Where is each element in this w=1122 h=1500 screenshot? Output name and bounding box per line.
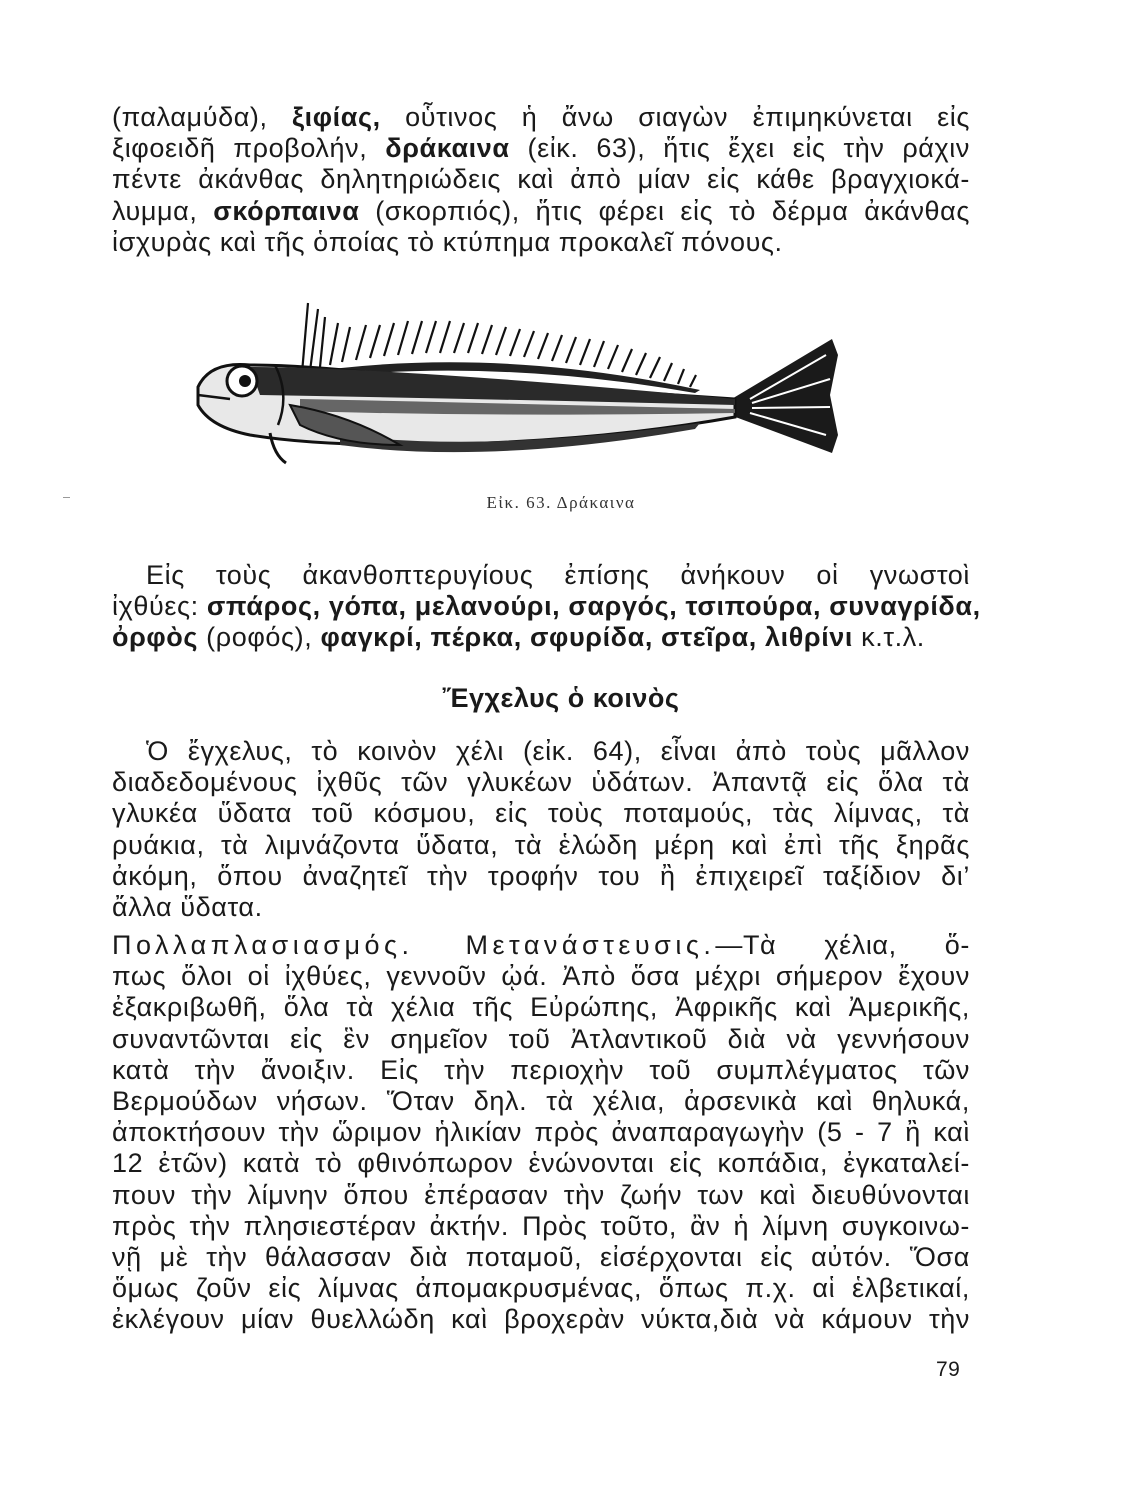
paragraph-fish-species-2 xyxy=(112,560,981,654)
text-line: Ὁ ἔγχελυς, τὸ κοινὸν χέλι (εἰκ. 64), εἶναι ἀπὸ τοὺς μᾶλλον xyxy=(146,736,970,766)
text-line: πουν τὴν λίμνην ὅπου ἐπέρασαν τὴν ζωήν των καὶ διευθύνονται xyxy=(112,1179,970,1210)
text-line: πέντε ἀκάνθας δηλητηριώδεις καὶ ἀπὸ μίαν εἰς κάθε βραγχιοκά- xyxy=(112,164,970,195)
text-line: ὀρφὸς (ροφός), φαγκρί, πέρκα, σφυρίδα, στεῖρα, λιθρίνι κ.τ.λ. xyxy=(112,622,925,653)
text-line: Πολλαπλασιασμός. Μετανάστευσις.—Τὰ χέλια, ὅ- xyxy=(112,930,970,960)
text-line: ἰσχυρὰς καὶ τῆς ὁποίας τὸ κτύπημα προκαλεῖ πόνους. xyxy=(112,226,783,257)
text-line: ἐξακριβωθῆ, ὅλα τὰ χέλια τῆς Εὐρώπης, Ἀφρικῆς καὶ Ἀμερικῆς, xyxy=(112,992,970,1023)
text-line: Βερμούδων νήσων. Ὅταν δηλ. τὰ χέλια, ἀρσενικὰ καὶ θηλυκά, xyxy=(112,1086,970,1117)
text-line: διαδεδομένους ἰχθῦς τῶν γλυκέων ὑδάτων. Ἀπαντᾷ εἰς ὅλα τὰ xyxy=(112,767,970,798)
weever-fish-illustration xyxy=(190,295,840,470)
text-line: ἀκόμη, ὅπου ἀναζητεῖ τὴν τροφήν του ἢ ἐπιχειρεῖ ταξίδιον δι’ xyxy=(112,860,970,891)
text-line: ἐκλέγουν μίαν θυελλώδη καὶ βροχερὰν νύκτα,διὰ νὰ κάμουν τὴν xyxy=(112,1304,970,1335)
text-line: ὅμως ζοῦν εἰς λίμνας ἀπομακρυσμένας, ὅπως π.χ. αἱ ἑλβετικαί, xyxy=(112,1273,970,1304)
text-line: πως ὅλοι οἱ ἰχθύες, γεννοῦν ᾠά. Ἀπὸ ὅσα μέχρι σήμερον ἔχουν xyxy=(112,961,970,992)
text-line: γλυκέα ὕδατα τοῦ κόσμου, εἰς τοὺς ποταμούς, τὰς λίμνας, τὰ xyxy=(112,798,970,829)
text-line: κατὰ τὴν ἄνοιξιν. Εἰς τὴν περιοχὴν τοῦ συμπλέγματος τῶν xyxy=(112,1054,970,1085)
text-line: ἀποκτήσουν τὴν ὥριμον ἡλικίαν πρὸς ἀναπαραγωγὴν (5 - 7 ἢ καὶ xyxy=(112,1117,970,1148)
text-line: ἄλλα ὕδατα. xyxy=(112,892,263,923)
page-number: 79 xyxy=(936,1358,961,1381)
text-line: ἰχθύες: σπάρος, γόπα, μελανούρι, σαργός, τσιπούρα, συναγρίδα, xyxy=(112,591,981,622)
text-line: ξιφοειδῆ προβολήν, δράκαινα (εἰκ. 63), ἥτις ἔχει εἰς τὴν ράχιν xyxy=(112,133,970,164)
text-line: πρὸς τὴν πλησιεστέραν ἀκτήν. Πρὸς τοῦτο, ἂν ἡ λίμνη συγκοινω- xyxy=(112,1210,970,1241)
text-line: 12 ἐτῶν) κατὰ τὸ φθινόπωρον ἑνώνονται εἰς κοπάδια, ἐγκαταλεί- xyxy=(112,1148,970,1179)
figure-caption: Εἰκ. 63. Δράκαινα xyxy=(486,493,636,512)
text-line: νῇ μὲ τὴν θάλασσαν διὰ ποταμοῦ, εἰσέρχονται εἰς αὐτόν. Ὅσα xyxy=(112,1242,970,1273)
text-line: ρυάκια, τὰ λιμνάζοντα ὕδατα, τὰ ἑλώδη μέρη καὶ ἐπὶ τῆς ξηρᾶς xyxy=(112,829,970,860)
paragraph-eel-reproduction xyxy=(112,930,970,1336)
text-line: συναντῶνται εἰς ἓν σημεῖον τοῦ Ἀτλαντικοῦ διὰ νὰ γεννήσουν xyxy=(112,1023,970,1054)
paragraph-fish-species-1 xyxy=(112,102,970,258)
text-line: Εἰς τοὺς ἀκανθοπτερυγίους ἐπίσης ἀνήκουν οἱ γνωστοὶ xyxy=(146,560,970,590)
section-heading: Ἔγχελυς ὁ κοινὸς xyxy=(442,683,680,713)
text-line: (παλαμύδα), ξιφίας, οὗτινος ἡ ἄνω σιαγὼν ἐπιμηκύνεται εἰς xyxy=(112,102,970,132)
paragraph-eel-description xyxy=(112,736,970,923)
text-line: λυμμα, σκόρπαινα (σκορπιός), ἥτις φέρει εἰς τὸ δέρμα ἀκάνθας xyxy=(112,195,970,226)
